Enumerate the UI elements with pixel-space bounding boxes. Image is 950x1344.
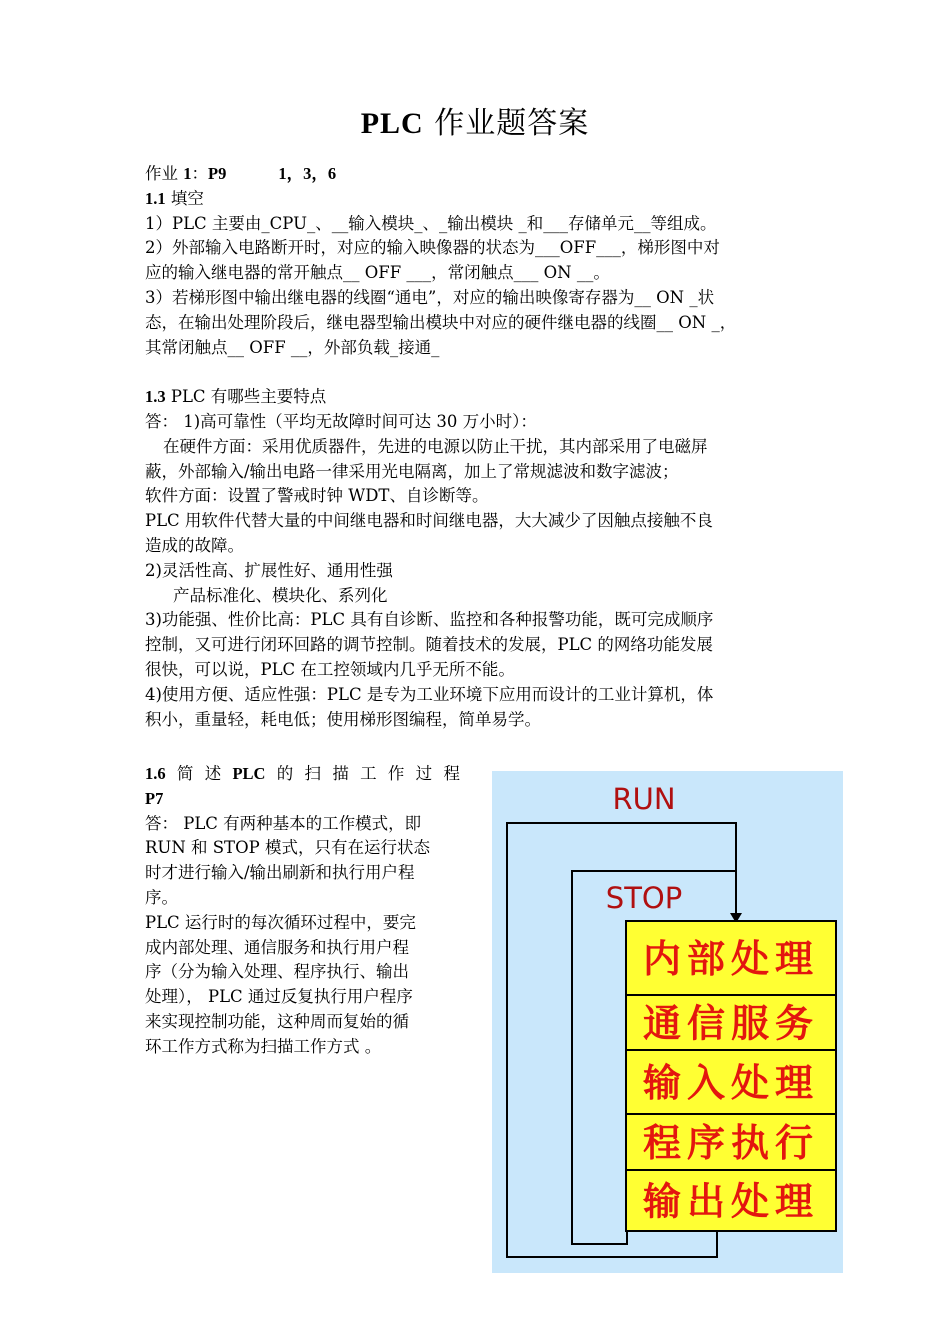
s13-point2-sub: 产品标准化、模块化、系列化 [173,585,388,605]
s13-relay-a: PLC 用软件代替大量的中间继电器和时间继电器，大大减少了因触点接触不良 [145,511,713,531]
s16-b6: 环工作方式称为扫描工作方式 。 [145,1036,382,1056]
s16-w7: 工 [360,764,377,783]
step-label-3: 输入处理 [642,1061,820,1105]
s11-num: 1.1 [145,188,166,208]
step-label-1: 内部处理 [642,937,820,981]
hw-prefix: 作业 [145,164,184,183]
s13-point1 [145,410,810,435]
s16-a2: RUN 和 STOP 模式，只有在运行状态 [145,838,430,858]
title-latin: PLC [360,107,424,140]
section-1-1-heading [145,187,810,212]
section-1-6 [145,762,460,1060]
hw-items: 1，3，6 [278,164,337,183]
s16-b5: 来实现控制功能，这种周而复始的循 [145,1011,409,1031]
s13-num: 1.3 [145,387,166,407]
s13-sw: 软件方面：设置了警戒时钟 WDT、自诊断等。 [145,486,489,506]
hw-page: P9 [208,164,227,183]
answer-lead: 答： [145,411,178,431]
s16-b1: PLC 运行时的每次循环过程中，要完 [145,912,416,932]
s16-w9: 过 [415,764,433,783]
s16-w3: PLC [232,764,266,783]
hw-colon: ： [191,164,208,183]
section-1-6-heading [145,762,460,787]
s16-num: 1.6 [145,764,166,783]
spacer [145,360,810,385]
s13-text: PLC 有哪些主要特点 [165,387,327,407]
s16-a3: 时才进行输入/输出刷新和执行用户程 [145,863,415,883]
s13-point3-a: 3)功能强、性价比高：PLC 具有自诊断、监控和各种报警功能，既可完成顺序 [145,610,714,630]
s13-hw-a: 在硬件方面：采用优质器件，先进的电源以防止干扰，其内部采用了电磁屏 [163,436,708,456]
s11-q3b: 态，在输出处理阶段后，继电器型输出模块中对应的硬件继电器的线圈__ ON _， [145,312,737,332]
s16-w10: 程 [443,764,460,783]
s11-q2a: 2）外部输入电路断开时，对应的输入映像器的状态为___OFF___，梯形图中对 [145,238,720,258]
s16-page: P7 [145,788,164,808]
s13-point4-b: 积小，重量轻，耗电低；使用梯形图编程，简单易学。 [145,709,541,729]
s16-w1: 简 [176,764,194,783]
s16-a1: 答： PLC 有两种基本的工作模式，即 [145,813,422,833]
s13-point3-c: 很快，可以说，PLC 在工控领域内几乎无所不能。 [145,659,515,679]
section-1-3-heading [145,385,810,410]
stop-label: STOP [605,881,683,915]
step-label-5: 输出处理 [642,1179,820,1224]
s13-point4-a: 4)使用方便、适应性强：PLC 是专为工业环境下应用而设计的工业计算机，体 [145,684,714,704]
hw-num: 1 [183,164,192,183]
s11-q1: 1）PLC 主要由_CPU_、__输入模块_、_输出模块 _和___存储单元__等组成。 [145,213,717,233]
page-title [0,104,950,144]
s13-relay-b: 造成的故障。 [145,535,244,555]
s13-hw-b: 蔽，外部输入/输出电路一律采用光电隔离，加上了常规滤波和数字滤波； [145,461,679,481]
s11-text: 填空 [165,188,204,208]
s13-point3-b: 控制，又可进行闭环回路的调节控制。随着技术的发展，PLC 的网络功能发展 [145,635,713,655]
s16-b4: 处理）， PLC 通过反复执行用户程序 [145,987,413,1007]
s16-a4: 序。 [145,887,178,907]
scan-cycle-diagram [492,771,843,1273]
homework-line [145,162,810,187]
step-label-4: 程序执行 [642,1121,820,1165]
run-label: RUN [612,782,676,816]
point1-text: 1)高可靠性（平均无故障时间可达 30 万小时）： [178,411,537,431]
s16-w4: 的 [276,764,294,783]
s16-w6: 描 [332,764,349,783]
steps-group [626,921,836,1231]
s11-q3c: 其常闭触点__ OFF __，外部负载_接通_ [145,337,440,357]
main-content [145,162,810,732]
s16-w8: 作 [387,764,405,783]
title-cjk: 作业题答案 [423,106,590,141]
s11-q2b: 应的输入继电器的常开触点__ OFF ___，常闭触点___ ON __。 [145,263,610,283]
s16-w2: 述 [204,764,222,783]
s13-point2: 2)灵活性高、扩展性好、通用性强 [145,560,393,580]
s11-q3a: 3）若梯形图中输出继电器的线圈“通电”，对应的输出映像寄存器为__ ON _状 [145,287,715,307]
s16-b3: 序（分为输入处理、程序执行、输出 [145,962,409,982]
step-label-2: 通信服务 [642,1001,820,1046]
s16-w5: 扫 [304,764,322,783]
s16-b2: 成内部处理、通信服务和执行用户程 [145,937,409,957]
